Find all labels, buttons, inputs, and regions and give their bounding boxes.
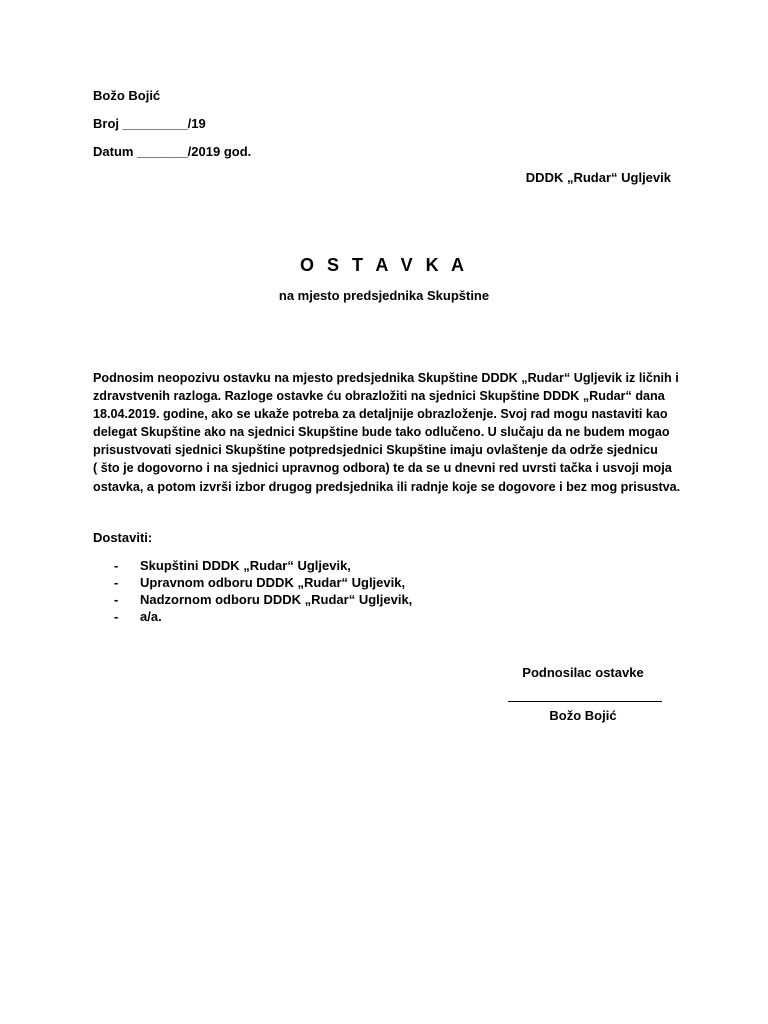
reference-number: Broj _________/19	[93, 116, 206, 131]
body-line: Podnosim neopozivu ostavku na mjesto predsjednika Skupštine DDDK „Rudar“ Ugljevik iz ličnih i	[93, 371, 679, 385]
document-date: Datum _______/2019 god.	[93, 144, 252, 159]
list-item-text: Nadzornom odboru DDDK „Rudar“ Ugljevik,	[140, 592, 413, 607]
list-bullet: -	[114, 575, 119, 590]
recipient: DDDK „Rudar“ Ugljevik	[525, 170, 671, 185]
signature-label: Podnosilac ostavke	[522, 665, 644, 680]
list-bullet: -	[114, 592, 119, 607]
body-line: 18.04.2019. godine, ako se ukaže potreba za detaljnije obrazloženje. Svoj rad mogu nastaviti kao	[93, 407, 668, 422]
list-item	[114, 591, 412, 608]
body-paragraph	[93, 369, 683, 496]
list-item	[114, 557, 412, 574]
list-item	[114, 574, 412, 591]
document-title: O S T A V K A	[299, 255, 468, 275]
distribution-list	[114, 557, 412, 625]
signature-name: Božo Bojić	[549, 708, 617, 723]
list-item-text: a/a.	[140, 609, 162, 624]
list-item-text: Skupštini DDDK „Rudar“ Ugljevik,	[140, 558, 351, 573]
document-subtitle: na mjesto predsjednika Skupštine	[278, 288, 490, 303]
list-bullet: -	[114, 558, 119, 573]
body-line: prisustvovati sjednici Skupštine potpredsjednici Skupštine imaju ovlaštenje da održe sjednicu	[93, 443, 658, 458]
signature-block	[500, 665, 666, 723]
list-item-text: Upravnom odboru DDDK „Rudar“ Ugljevik,	[140, 575, 406, 590]
list-item	[114, 608, 412, 625]
body-line: delegat Skupštine ako na sjednici Skupštine bude tako odlučeno. U slučaju da ne budem mogao	[93, 425, 670, 440]
signature-line	[508, 685, 662, 702]
body-line: ( što je dogovorno i na sjednici upravnog odbora) te da se u dnevni red uvrsti tačka i usvoji moja	[93, 461, 672, 476]
distribution-label: Dostaviti:	[93, 530, 153, 545]
body-line: ostavka, a potom izvrši izbor drugog predsjednika ili radnje koje se dogovore i bez mog prisustva.	[93, 479, 681, 494]
list-bullet: -	[114, 609, 119, 624]
sender-name: Božo Bojić	[93, 88, 161, 103]
body-line: zdravstvenih razloga. Razloge ostavke ću obrazložiti na sjednici Skupštine DDDK „Rudar“ dana	[93, 389, 665, 404]
